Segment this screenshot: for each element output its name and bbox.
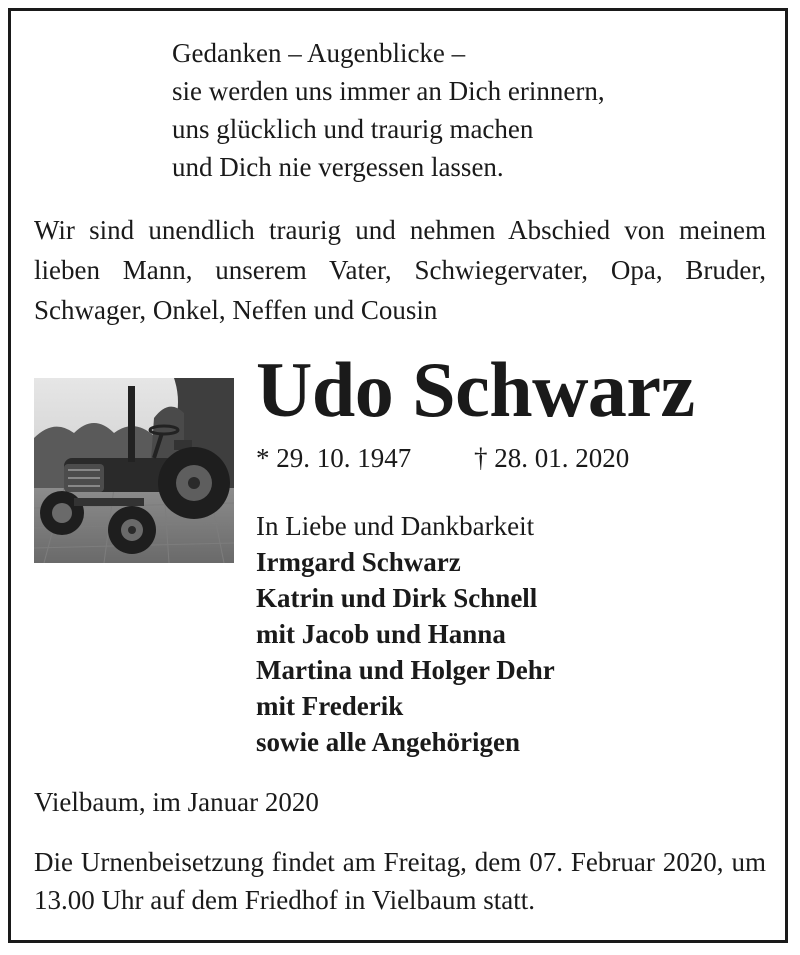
poem-line: und Dich nie vergessen lassen. <box>172 152 504 182</box>
burial-notice: Die Urnenbeisetzung findet am Freitag, dem 07. Februar 2020, um 13.00 Uhr auf dem Friedhof in Vielbaum statt. <box>34 847 766 915</box>
signer-name: Irmgard Schwarz <box>256 547 461 577</box>
poem-line: uns glücklich und traurig machen <box>172 114 534 144</box>
mourners-block <box>256 508 555 760</box>
life-dates <box>256 440 629 476</box>
tractor-image <box>34 378 234 563</box>
signer-name: mit Frederik <box>256 691 404 721</box>
deceased-name: Udo Schwarz <box>256 346 695 433</box>
signer-name: mit Jacob und Hanna <box>256 619 506 649</box>
birth-date: * 29. 10. 1947 <box>256 443 412 473</box>
tractor-photo <box>34 378 234 563</box>
signer-name: Katrin und Dirk Schnell <box>256 583 538 613</box>
death-date: † 28. 01. 2020 <box>474 443 630 473</box>
signers-intro: In Liebe und Dankbarkeit <box>256 511 535 541</box>
memorial-poem <box>172 34 605 186</box>
signer-name: sowie alle Angehörigen <box>256 727 520 757</box>
farewell-text: Wir sind unendlich traurig und nehmen Abschied von meinem lieben Mann, unserem Vater, Schwiegervater, Opa, Bruder, Schwager, Onkel, Neffen und Cousin <box>34 215 766 325</box>
poem-line: sie werden uns immer an Dich erinnern, <box>172 76 605 106</box>
poem-line: Gedanken – Augenblicke – <box>172 38 466 68</box>
place-and-date: Vielbaum, im Januar 2020 <box>34 787 319 817</box>
signer-name: Martina und Holger Dehr <box>256 655 555 685</box>
